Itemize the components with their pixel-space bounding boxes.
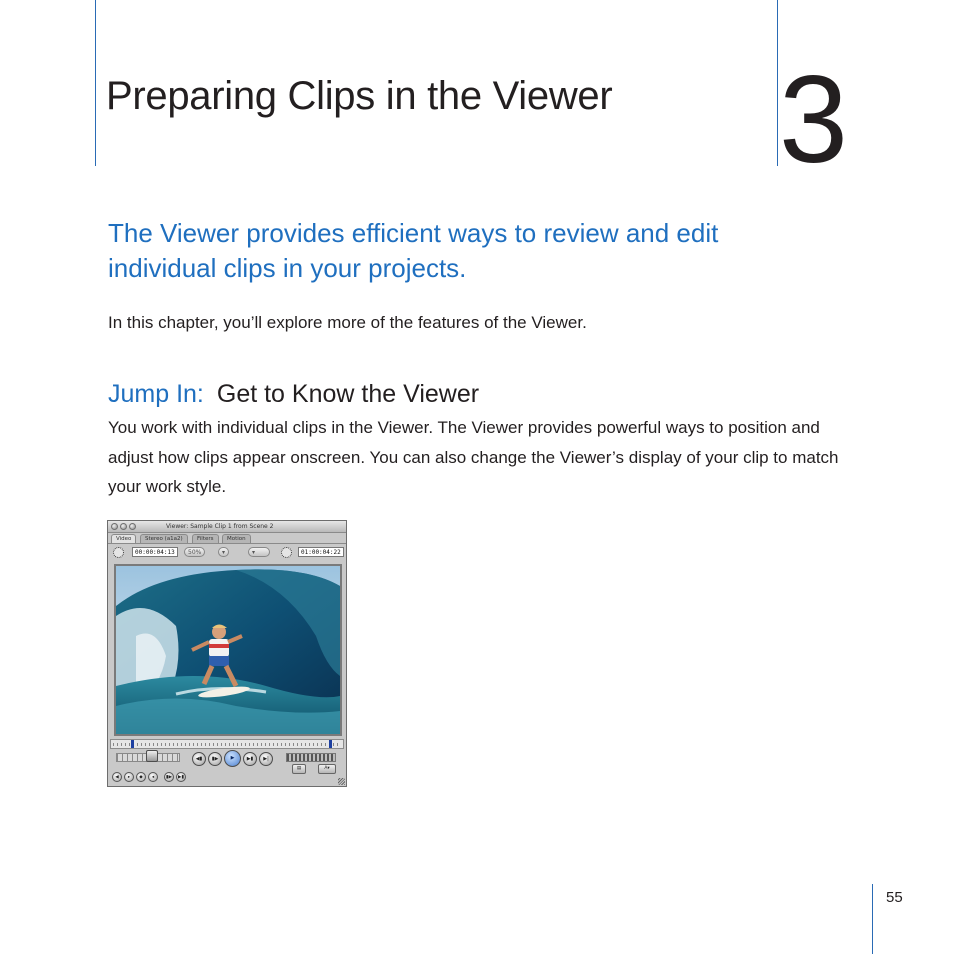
play-button-icon[interactable]: ▶ (224, 750, 241, 767)
left-rule (95, 0, 96, 166)
viewer-tab-strip (108, 533, 346, 544)
show-match-icon[interactable]: ▶▮ (176, 772, 186, 782)
play-around-current-icon[interactable]: ▮▶ (208, 752, 222, 766)
mark-clip-icon[interactable]: ◀ (112, 772, 122, 782)
section-title: Get to Know the Viewer (216, 380, 480, 408)
minimize-window-icon[interactable] (120, 523, 127, 530)
generator-popup-icon[interactable]: A▾ (318, 764, 336, 774)
match-frame-icon[interactable]: ▮▶ (164, 772, 174, 782)
section-body: You work with individual clips in the Viewer. The Viewer provides powerful ways to position and adjust how clips appear onscreen. You can also change the Viewer’s display of your clip to match your work style. (108, 418, 839, 496)
intro-paragraph: In this chapter, you’ll explore more of the features of the Viewer. (108, 313, 587, 332)
transport-controls (108, 750, 346, 786)
footer-rule (872, 884, 873, 954)
section-heading (108, 378, 479, 410)
scrubber-bar[interactable] (110, 739, 344, 749)
tab-motion[interactable]: Motion (222, 534, 251, 543)
current-timecode-field[interactable]: 01:00:04:22 (298, 547, 344, 557)
zoom-window-icon[interactable] (129, 523, 136, 530)
chapter-number: 3 (779, 51, 846, 189)
timecode-dial-icon[interactable] (281, 547, 292, 558)
duration-timecode-field[interactable]: 00:00:04:13 (132, 547, 178, 557)
page-number: 55 (886, 889, 903, 906)
jog-control[interactable] (286, 753, 336, 762)
add-marker-icon[interactable]: ◆ (136, 772, 146, 782)
chapter-lede: The Viewer provides efficient ways to review and edit individual clips in your projects. (108, 218, 719, 283)
play-to-out-icon[interactable]: ▶▮ (243, 752, 257, 766)
chapter-title: Preparing Clips in the Viewer (106, 74, 613, 118)
chapter-number-rule (777, 0, 778, 166)
viewer-titlebar (108, 521, 346, 533)
scrubber-ticks (113, 743, 341, 746)
tab-stereo[interactable]: Stereo (a1a2) (140, 534, 188, 543)
close-window-icon[interactable] (111, 523, 118, 530)
tab-filters[interactable]: Filters (192, 534, 219, 543)
section-lead-in: Jump In: (108, 380, 204, 408)
shuttle-slider-icon[interactable] (146, 750, 158, 762)
viewer-window-title: Viewer: Sample Clip 1 from Scene 2 (166, 523, 274, 530)
viewer-controls-row (108, 544, 346, 560)
in-point-marker[interactable] (131, 740, 134, 748)
resize-grip-icon[interactable] (338, 778, 345, 785)
play-in-to-out-icon[interactable]: ◀▮ (192, 752, 206, 766)
zoom-popup[interactable]: 50% (184, 547, 205, 557)
mark-out-icon[interactable]: ◂ (148, 772, 158, 782)
go-to-end-icon[interactable]: ▶| (259, 752, 273, 766)
surfer-image (116, 566, 340, 734)
out-point-marker[interactable] (329, 740, 332, 748)
playhead-sync-icon[interactable] (113, 547, 124, 558)
mark-in-icon[interactable]: ▸ (124, 772, 134, 782)
playhead-sync-popup[interactable]: ▾ (248, 547, 270, 557)
viewer-window-screenshot (107, 520, 347, 787)
tab-video[interactable]: Video (111, 534, 136, 543)
recent-clips-icon[interactable]: ▤ (292, 764, 306, 774)
video-frame (114, 564, 342, 736)
view-popup[interactable]: ▾ (218, 547, 229, 557)
